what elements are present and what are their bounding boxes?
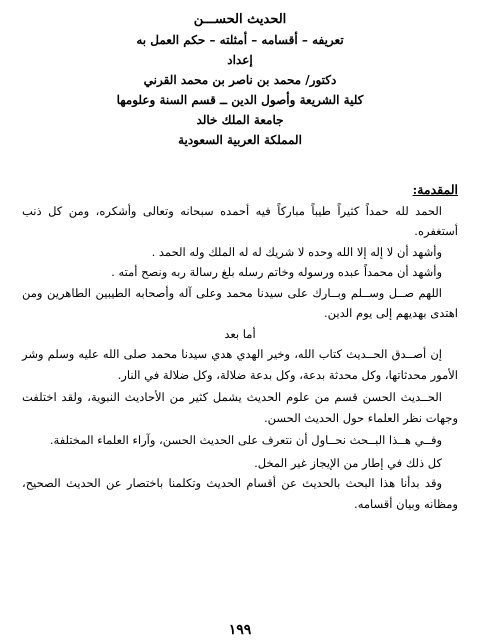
prepared-by-label: إعداد: [227, 53, 253, 67]
paragraph-shahada-1: وأشهد أن لا إله إلا الله وحده لا شريك له له الملك وله الحمد .: [151, 244, 442, 259]
paragraph-brevity: كل ذلك في إطار من الإيجاز غير المخل.: [254, 455, 442, 470]
page-number: ١٩٩: [228, 622, 252, 638]
paragraph-shahada-2: وأشهد أن محمداً عبده ورسوله وخاتم رسله بلغ رسالة ربه ونصح أمته .: [111, 265, 442, 279]
paragraph-hasan-intro: الحــديث الحسن قسم من علوم الحديث يشمل كثير من الأحاديث النبوية، ولقد اختلفت وجهات نظر العلماء حول الحديث الحسن.: [22, 390, 458, 425]
title-block: [40, 10, 440, 150]
paragraph-structure: وقد بدأنا هذا البحث بالحديث عن أقسام الحديث وتكلمنا باختصار عن الحديث الصحيح، ومظانه وبيان أقسامه.: [22, 476, 458, 511]
document-subtitle: تعريفه – أقسامه – أمثلته – حكم العمل به: [136, 33, 344, 47]
paragraph-praise: الحمد لله حمداً كثيراً طيباً مباركاً فيه أحمده سبحانه وتعالى وأشكره، ومن كل ذنب أستغفره.: [22, 203, 458, 238]
amma-baad-heading: أما بعد: [224, 326, 256, 341]
document-body: [22, 180, 458, 514]
college-name: كلية الشريعة وأصول الدين ــ قسم السنة وعلومها: [116, 93, 364, 107]
author-name: دكتور/ محمد بن ناصر بن محمد القرني: [143, 73, 337, 87]
intro-heading: المقدمة:: [412, 182, 458, 197]
paragraph-salat: اللهم صــل وســلم وبــارك على سيدنا محمد وعلى آله وأصحابه الطيبين الطاهرين ومن اهتدى بهديهم إلى يوم الدين.: [22, 285, 458, 320]
university-name: جامعة الملك خالد: [196, 113, 284, 127]
paragraph-hadith: إن أصــدق الحــديث كتاب الله، وخير الهدي هدي سيدنا محمد صلى الله عليه وسلم وشر الأمور محدثاتها، وكل محدثة بدعة، وكل بدعة ضلالة، وكل ضلالة في النار.: [22, 347, 458, 382]
document-title: الحديث الحســـن: [193, 12, 287, 27]
country-name: المملكة العربية السعودية: [178, 133, 302, 147]
paragraph-research-aim: وفــي هــذا البــحث نحــاول أن نتعرف على الحديث الحسن، وآراء العلماء المختلفة.: [49, 433, 442, 447]
